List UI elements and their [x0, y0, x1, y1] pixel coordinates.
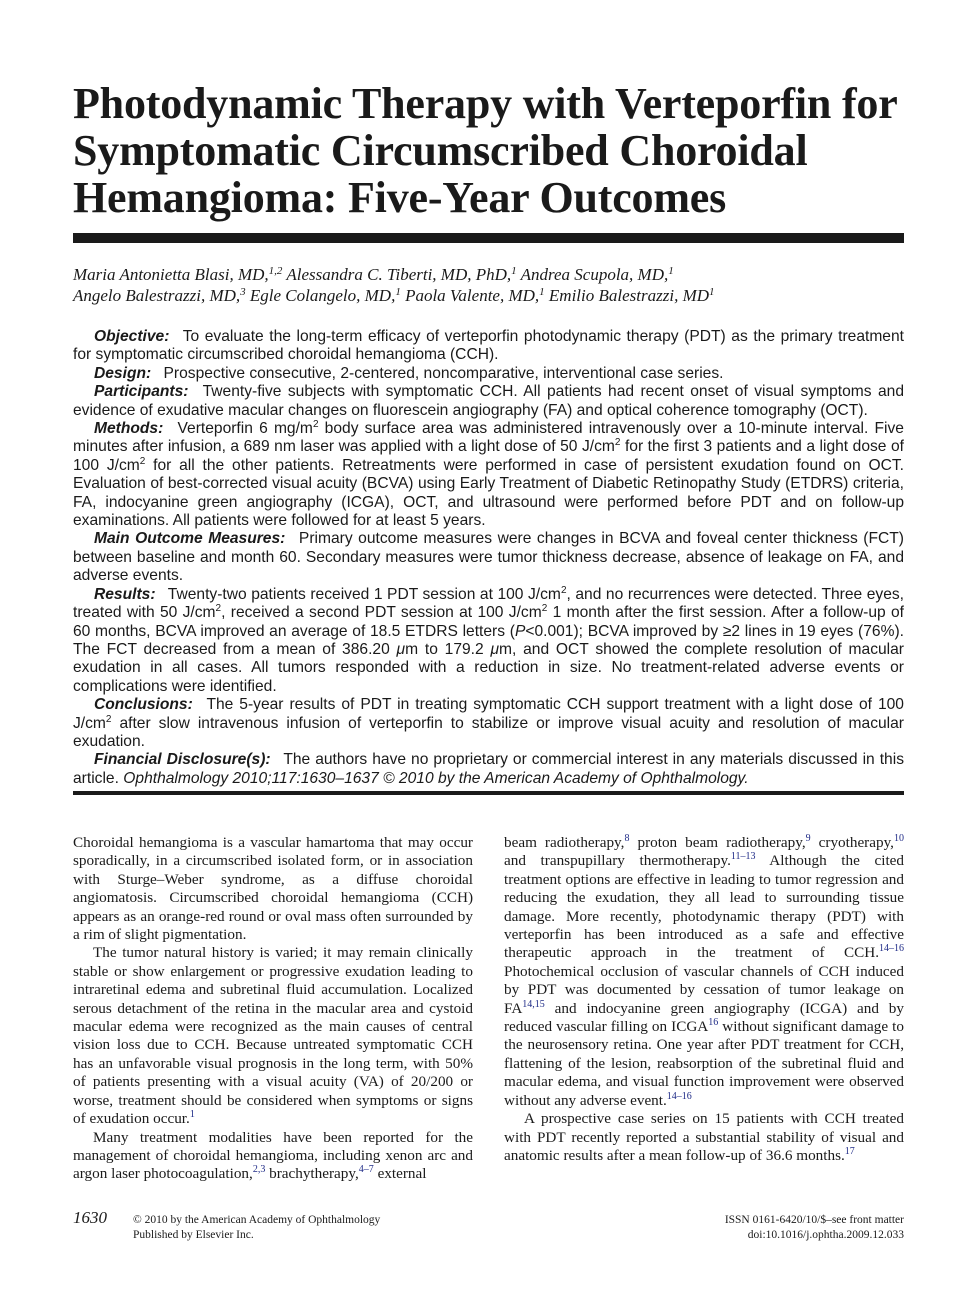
reference-link[interactable]: 14,15	[522, 998, 545, 1010]
body-paragraph: beam radiotherapy,$^8$ proton beam radiotherapy,$^9$ cryotherapy,$^{10}$ and transpupillary thermotherapy.$^{11-13}$ Although the cited treatment options are effective in leading to tumor regression and reducing the exudation, they all lead to surrounding tissue damage. More recently, photodynamic therapy (PDT) with verteporfin has been introduced as a safe and effective therapeutic approach in the treatment of CCH.$^{14-16}$ Photochemical occlusion of vascular channels of CCH induced by PDT was documented by cessation of tumor leakage on FA$^{14,15}$ and indocyanine green angiography (ICGA) and by reduced vascular filling on ICGA$^{16}$ without significant damage to the neurosensory retina. One year after PDT treatment for CCH, flattening of the lesion, reabsorption of the subretinal fluid and macular edema, and visual function improvement were observed without any adverse event.$^{14-16}$	[504, 833, 904, 1109]
author-affiliation: 1,2	[268, 265, 283, 277]
body-column-left	[73, 834, 473, 1184]
section-label: Results:	[94, 585, 156, 603]
reference-link[interactable]: 8	[624, 833, 630, 844]
section-label: Design:	[94, 364, 152, 382]
author-affiliation: 3	[240, 286, 246, 298]
page-number: 1630	[73, 1208, 107, 1227]
body-paragraph: The tumor natural history is varied; it may remain clinically stable or show enlargement or progressive exudation leading to intraretinal edema and subretinal fluid accumulation. Localized serous detachment of the retina in the macular area and cystoid macular edema were recognized as the main causes of central vision loss due to CCH. Because untreated symptomatic CCH has an unfavorable visual prognosis in the long term, with 50% of patients presenting with a visual acuity (VA) of 20/200 or worse, treatment should be considered when symptoms or signs of exudation occur.$^1$	[73, 944, 473, 1128]
reference-link[interactable]: 4–7	[358, 1164, 374, 1176]
journal-citation: Ophthalmology 2010;117:1630–1637 © 2010 by the American Academy of Ophthalmology.	[123, 769, 749, 787]
author-name: Andrea Scupola, MD,	[520, 265, 669, 284]
section-label: Participants:	[94, 383, 189, 401]
abstract	[73, 328, 904, 788]
article-title	[73, 80, 913, 221]
author-name: Maria Antonietta Blasi, MD,	[73, 265, 269, 284]
author-name: Alessandra C. Tiberti, MD, PhD,	[286, 265, 512, 284]
title-line-3: Hemangioma: Five-Year Outcomes	[73, 173, 727, 222]
abstract-main-outcome: Main Outcome Measures: Primary outcome measures were changes in BCVA and foveal center thickness (FCT) between baseline and month 60. Secondary measures were tumor thickness decrease, absence of leakage on FA, and adverse events.	[73, 530, 904, 585]
body-paragraph: Choroidal hemangioma is a vascular hamartoma that may occur sporadically, in a circumscribed isolated form, or in association with Sturge–Weber syndrome, as a diffuse choroidal angiomatosis. Circumscribed choroidal hemangioma (CCH) appears as an orange-red round or oval mass often surrounded by a rim of slight pigmentation.	[73, 834, 473, 944]
author-list	[73, 264, 913, 306]
section-label: Methods:	[94, 420, 164, 438]
abstract-design: Design: Prospective consecutive, 2-centered, noncomparative, interventional case series.	[94, 364, 724, 382]
reference-link[interactable]: 2,3	[252, 1164, 266, 1176]
author-name: Egle Colangelo, MD,	[249, 286, 396, 305]
section-label: Objective:	[94, 328, 170, 345]
author-name: Angelo Balestrazzi, MD,	[73, 286, 241, 305]
body-paragraph: A prospective case series on 15 patients with CCH treated with PDT recently reported a substantial stability of visual and anatomic results after a mean follow-up of 36.6 months.$^{17}$	[504, 1110, 904, 1164]
doi-link[interactable]: doi:10.1016/j.ophtha.2009.12.033	[747, 1229, 904, 1241]
reference-link[interactable]: 11–13	[730, 851, 756, 863]
abstract-objective: Objective: To evaluate the long-term efficacy of verteporfin photodynamic therapy (PDT) as the primary treatment for symptomatic circumscribed choroidal hemangioma (CCH).	[73, 328, 904, 364]
author-affiliation: 1	[539, 286, 545, 298]
abstract-divider	[73, 791, 904, 795]
abstract-conclusions: Conclusions: The 5-year results of PDT in treating symptomatic CCH support treatment with a light dose of 100 $J/cm^2$ after slow intravenous infusion of verteporfin to stabilize or improve visual acuity and resolution of macular exudation.	[73, 696, 904, 750]
title-line-1: Photodynamic Therapy with Verteporfin for	[73, 79, 898, 128]
publisher-info	[133, 1213, 380, 1243]
author-name: Emilio Balestrazzi, MD	[548, 286, 710, 305]
reference-link[interactable]: 10	[893, 833, 904, 844]
reference-link[interactable]: 14–16	[879, 943, 904, 955]
author-line-1	[73, 264, 913, 285]
abstract-results: Results: Twenty-two patients received 1 PDT session at 100 $J/cm^2$, and no recurrences were detected. Three eyes, treated with 50 $J/cm^2$, received a second PDT session at 100 $J/cm^2$ 1 month after the first session. After a follow-up of 60 months, BCVA improved an average of 18.5 ETDRS letters (P<0.001); BCVA improved by ≥2 lines in 19 eyes (76%). The FCT decreased from a mean of 386.20 μm to 179.2 μm, and OCT showed the complete resolution of macular exudation in all cases. All tumors responded with a reduction in size. No treatment-related adverse events or complications were identified.	[73, 584, 904, 695]
author-affiliation: 1	[668, 265, 674, 277]
author-affiliation: 1	[709, 286, 715, 298]
issn-line: ISSN 0161-6420/10/$–see front matter	[724, 1214, 904, 1226]
publisher-line: Published by Elsevier Inc.	[133, 1229, 254, 1241]
body-paragraph: Many treatment modalities have been reported for the management of choroidal hemangioma, including xenon arc and argon laser photocoagulation,$^{2,3}$ brachytherapy,$^{4-7}$ external	[73, 1128, 473, 1183]
issn-info	[725, 1213, 904, 1243]
reference-link[interactable]: 14–16	[666, 1090, 692, 1102]
reference-link[interactable]: 1	[189, 1109, 195, 1121]
page-footer	[73, 1209, 904, 1249]
section-label: Main Outcome Measures:	[94, 530, 286, 548]
title-line-2: Symptomatic Circumscribed Choroidal	[73, 126, 808, 175]
reference-link[interactable]: 9	[805, 833, 811, 844]
abstract-methods: Methods: Verteporfin 6 $mg/m^2$ body surface area was administered intravenously over a 10-minute interval. Five minutes after infusion, a 689 nm laser was applied with a light dose of 50 $J/cm^2$ for the first 3 patients and a light dose of 100 $J/cm^2$ for all the other patients. Retreatments were performed in case of persistent exudation found on OCT. Evaluation of best-corrected visual acuity (BCVA) using Early Treatment of Diabetic Retinopathy Study (ETDRS) criteria, FA, indocyanine green angiography (ICGA), OCT, and ultrasound were performed before PDT and on follow-up examinations. All patients were followed for at least 5 years.	[73, 419, 904, 530]
author-affiliation: 1	[511, 265, 517, 277]
title-divider	[73, 233, 904, 243]
abstract-participants: Participants: Twenty-five subjects with symptomatic CCH. All patients had recent onset of visual symptoms and evidence of exudative macular changes on fluorescein angiography (FA) and optical coherence tomography (OCT).	[73, 383, 904, 419]
section-label: Conclusions:	[94, 696, 193, 714]
section-label: Financial Disclosure(s):	[94, 751, 271, 769]
author-affiliation: 1	[395, 286, 401, 298]
abstract-disclosure: Financial Disclosure(s): The authors have no proprietary or commercial interest in any materials discussed in this article. Ophthalmology 2010;117:1630–1637 © 2010 by the American Academy of Ophthalmology.	[73, 751, 904, 787]
body-column-right	[504, 834, 904, 1165]
author-name: Paola Valente, MD,	[405, 286, 540, 305]
reference-link[interactable]: 16	[708, 1017, 719, 1029]
copyright-line: © 2010 by the American Academy of Ophthalmology	[133, 1214, 381, 1226]
reference-link[interactable]: 17	[844, 1145, 855, 1157]
author-line-2	[73, 285, 913, 306]
